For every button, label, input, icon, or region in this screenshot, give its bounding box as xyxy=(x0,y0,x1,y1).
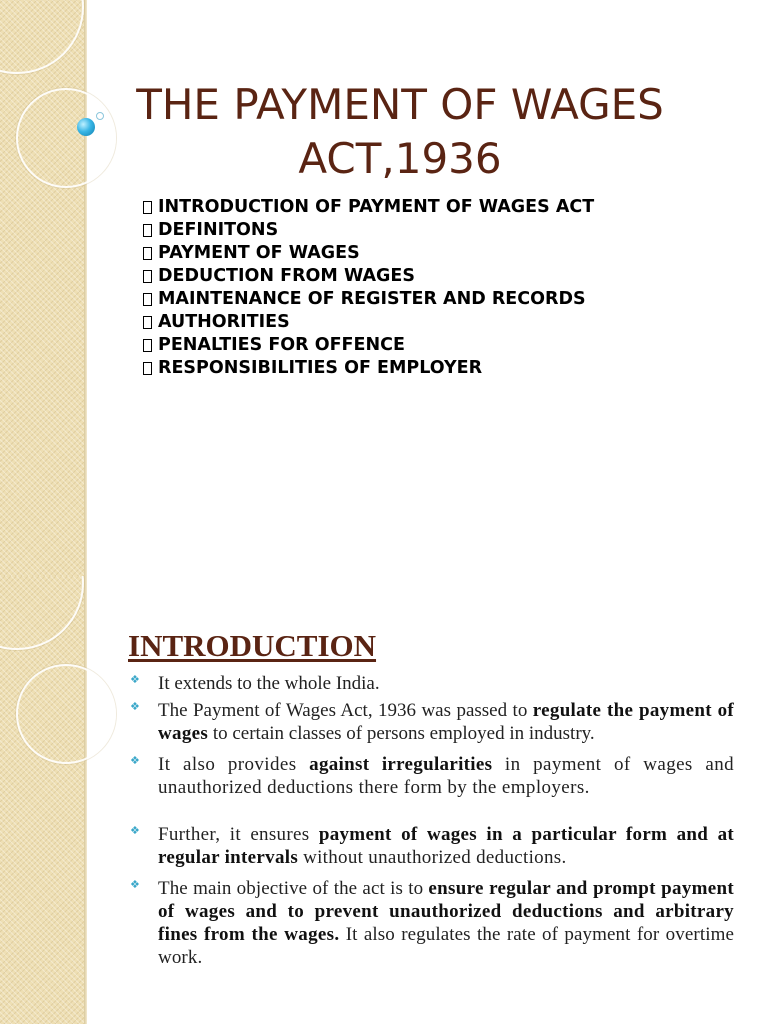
decorative-ring xyxy=(16,664,116,764)
topic-list xyxy=(143,196,594,380)
topic-item: INTRODUCTION OF PAYMENT OF WAGES ACT xyxy=(143,196,594,219)
strip-edge xyxy=(84,0,87,576)
topic-item: DEDUCTION FROM WAGES xyxy=(143,265,594,288)
diamond-bullet-icon: ❖ xyxy=(130,754,141,767)
topic-item: AUTHORITIES xyxy=(143,311,594,334)
introduction-heading: INTRODUCTION xyxy=(128,628,377,663)
diamond-bullet-icon: ❖ xyxy=(130,673,140,686)
checkbox-glyph-icon xyxy=(143,362,152,375)
list-item: ❖ Further, it ensures payment of wages in a particular form and at regular intervals without unauthorized deductions. xyxy=(130,824,734,868)
checkbox-glyph-icon xyxy=(143,339,152,352)
slide-title-heading xyxy=(100,78,700,186)
checkbox-glyph-icon xyxy=(143,270,152,283)
topic-item: PENALTIES FOR OFFENCE xyxy=(143,334,594,357)
topic-item: PAYMENT OF WAGES xyxy=(143,242,594,265)
strip-edge xyxy=(84,576,87,1024)
list-item: ❖ The main objective of the act is to ensure regular and prompt payment of wages and to prevent unauthorized deductions and arbitrary fines from the wages. It also regulates the rate of payment for overtime work. xyxy=(130,878,735,968)
list-item: ❖ It also provides against irregularities in payment of wages and unauthorized deductions there form by the employers. xyxy=(130,754,734,798)
diamond-bullet-icon: ❖ xyxy=(130,700,140,713)
checkbox-glyph-icon xyxy=(143,201,152,214)
topic-item: MAINTENANCE OF REGISTER AND RECORDS xyxy=(143,288,594,311)
topic-item: DEFINITONS xyxy=(143,219,594,242)
topic-item: RESPONSIBILITIES OF EMPLOYER xyxy=(143,357,594,380)
checkbox-glyph-icon xyxy=(143,293,152,306)
title-line-1: THE PAYMENT OF WAGES xyxy=(136,80,664,129)
introduction-bullets xyxy=(128,672,734,969)
checkbox-glyph-icon xyxy=(143,316,152,329)
slide-introduction xyxy=(0,576,768,1024)
list-item: ❖ The Payment of Wages Act, 1936 was passed to regulate the payment of wages to certain classes of persons employed in industry. xyxy=(130,700,734,744)
list-item: ❖ It extends to the whole India. xyxy=(130,673,380,694)
decorative-strip xyxy=(0,0,84,576)
checkbox-glyph-icon xyxy=(143,224,152,237)
diamond-bullet-icon: ❖ xyxy=(130,878,140,891)
title-line-2: ACT,1936 xyxy=(298,134,502,183)
blue-bead-icon xyxy=(77,118,95,136)
checkbox-glyph-icon xyxy=(143,247,152,260)
diamond-bullet-icon: ❖ xyxy=(130,824,141,837)
